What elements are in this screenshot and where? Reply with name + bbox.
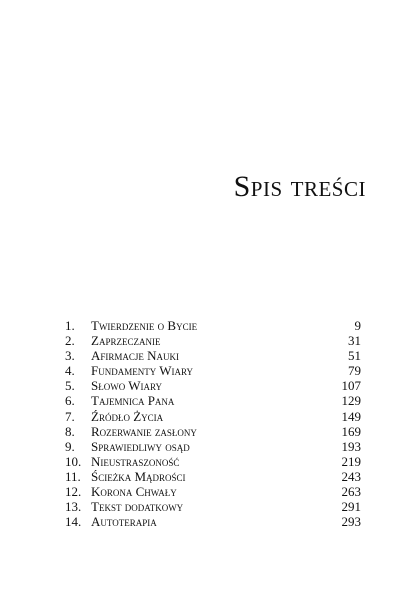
toc-entry-number: 8. — [65, 423, 75, 439]
toc-entry-page: 263 — [341, 484, 361, 500]
toc-entry — [65, 469, 361, 484]
toc-entry-page: 51 — [348, 348, 361, 364]
toc-entry — [65, 409, 361, 424]
toc-entry-page: 129 — [341, 393, 361, 409]
toc-entry-title: Afirmacje Nauki — [91, 348, 180, 364]
toc-entry — [65, 484, 361, 499]
toc-entry-number: 4. — [65, 363, 75, 379]
toc-entry-title: Zaprzeczanie — [91, 333, 161, 349]
toc-entry-title: Tajemnica Pana — [91, 393, 175, 409]
toc-entry-title: Ścieżka Mądrości — [91, 468, 186, 484]
toc-entry-title: Słowo Wiary — [91, 378, 163, 394]
toc-entry-page: 9 — [354, 318, 361, 333]
toc-entry-title: Źródło Życia — [91, 408, 164, 424]
toc-entry-title: Tekst dodatkowy — [91, 499, 184, 515]
toc-entry — [65, 454, 361, 469]
table-of-contents — [65, 318, 361, 529]
toc-entry-page: 243 — [341, 468, 361, 484]
toc-entry-number: 2. — [65, 333, 75, 349]
toc-entry-number: 10. — [65, 453, 82, 469]
toc-entry-title: Fundamenty Wiary — [91, 363, 194, 379]
toc-entry-page: 291 — [341, 499, 361, 515]
toc-entry — [65, 333, 361, 348]
toc-entry-page: 31 — [348, 333, 361, 349]
toc-entry-number: 3. — [65, 348, 75, 364]
toc-entry-page: 193 — [341, 438, 361, 454]
toc-entry-number: 6. — [65, 393, 75, 409]
toc-entry — [65, 348, 361, 363]
page-title: Spis treści — [233, 170, 366, 203]
toc-entry — [65, 514, 361, 529]
toc-entry-title: Rozerwanie zasłony — [91, 423, 197, 439]
toc-entry-title: Sprawiedliwy osąd — [91, 438, 190, 454]
toc-entry-page: 169 — [341, 423, 361, 439]
toc-entry — [65, 499, 361, 514]
toc-entry-number: 11. — [65, 468, 81, 484]
toc-entry-number: 14. — [65, 514, 82, 530]
toc-entry-title: Autoterapia — [91, 514, 157, 530]
toc-entry-page: 149 — [341, 408, 361, 424]
toc-entry-title: Nieustraszoność — [91, 453, 180, 469]
toc-entry — [65, 393, 361, 408]
toc-entry-number: 5. — [65, 378, 75, 394]
toc-entry-number: 7. — [65, 408, 75, 424]
toc-entry-page: 79 — [348, 363, 361, 379]
toc-entry-page: 219 — [341, 453, 361, 469]
toc-entry — [65, 363, 361, 378]
toc-entry-number: 1. — [65, 318, 75, 333]
toc-entry — [65, 439, 361, 454]
toc-entry-page: 293 — [341, 514, 361, 530]
toc-entry-number: 12. — [65, 484, 82, 500]
toc-entry — [65, 378, 361, 393]
toc-entry-number: 9. — [65, 438, 75, 454]
toc-entry — [65, 424, 361, 439]
toc-entry-number: 13. — [65, 499, 82, 515]
toc-entry — [65, 318, 361, 333]
toc-entry-page: 107 — [341, 378, 361, 394]
toc-entry-title: Korona Chwały — [91, 484, 177, 500]
toc-entry-title: Twierdzenie o Bycie — [91, 318, 198, 333]
